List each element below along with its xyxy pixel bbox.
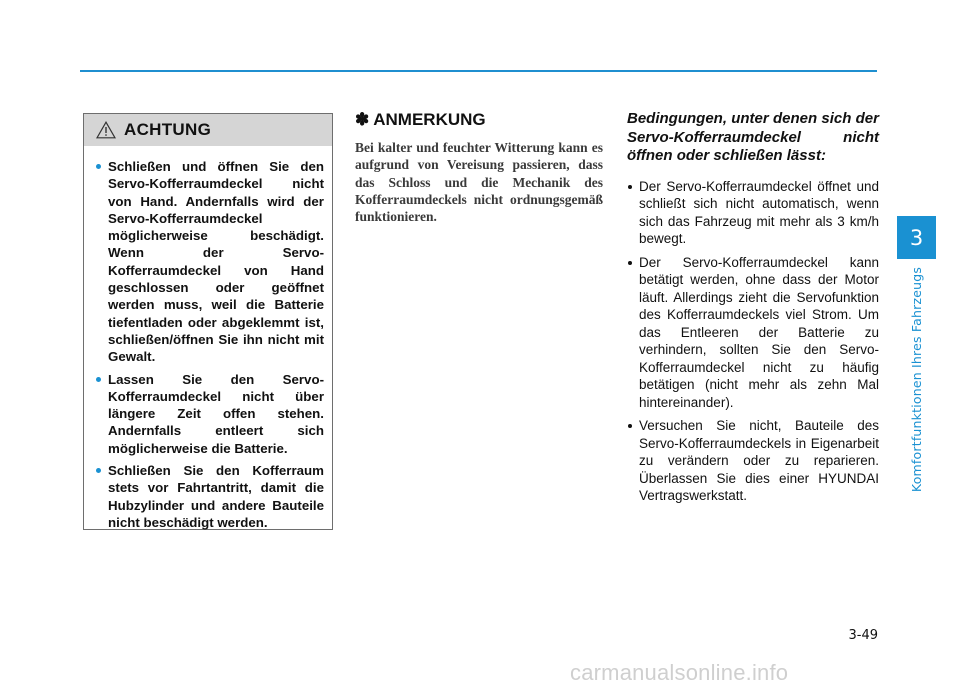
page-number: 3-49 <box>848 628 878 643</box>
condition-item-text: Versuchen Sie nicht, Bauteile des Servo-Kofferraumdeckels in Eigenarbeit zu verändern oder zu reparieren. Überlassen Sie dies einer HYUNDAI Vertragswerkstatt. <box>639 418 879 503</box>
caution-item-text: Lassen Sie den Servo-Kofferraumdeckel nicht über längere Zeit offen stehen. Andernfalls entleert sich möglicherweise die Batterie. <box>108 371 324 456</box>
chapter-tab[interactable] <box>897 216 936 259</box>
condition-item-text: Der Servo-Kofferraumdeckel kann betätigt werden, ohne dass der Motor läuft. Allerdings zieht die Servofunktion des Kofferraumdeckels viel Strom. Um das Entleeren der Batterie zu verhindern, sollten Sie den Servo-Kofferraumdeckel nicht zu häufig betätigen (nicht mehr als zehn Mal hintereinander). <box>639 254 879 410</box>
condition-item-text: Der Servo-Kofferraumdeckel öffnet und schließt sich nicht automatisch, wenn sich das Fahrzeug mit mehr als 3 km/h bewegt. <box>639 178 879 246</box>
conditions-list <box>627 178 879 505</box>
bullet-icon <box>628 424 632 428</box>
conditions-section <box>627 110 879 511</box>
caution-title: ACHTUNG <box>124 120 212 139</box>
caution-item-text: Schließen und öffnen Sie den Servo-Kofferraumdeckel nicht von Hand. Andernfalls wird der Servo-Kofferraumdeckel möglicherweise beschädigt. Wenn der Servo-Kofferraumdeckel von Hand geschlossen oder geöffnet werden muss, weil die Batterie tiefentladen oder abgeklemmt ist, schließen/öffnen Sie ihn nicht mit Gewalt. <box>108 159 324 365</box>
note-heading <box>355 110 603 130</box>
caution-item <box>96 462 324 531</box>
chapter-label <box>896 268 938 490</box>
bullet-icon <box>628 185 632 189</box>
condition-item <box>627 254 879 412</box>
note-body: Bei kalter und feuchter Witterung kann es aufgrund von Vereisung passieren, dass das Schloss und die Mechanik des Kofferraumdeckels nicht ordnungsgemäß funktionieren. <box>355 140 603 225</box>
bullet-icon <box>96 377 101 382</box>
warning-triangle-icon <box>96 121 116 139</box>
chapter-label-text: Komfortfunktionen Ihres Fahrzeugs <box>909 266 925 492</box>
conditions-title: Bedingungen, unter denen sich der Servo-Kofferraumdeckel nicht öffnen oder schließen lässt: <box>627 110 879 164</box>
caution-item-text: Schließen Sie den Kofferraum stets vor Fahrtantritt, damit die Hubzylinder und andere Bauteile nicht beschädigt werden. <box>108 463 324 530</box>
caution-box <box>83 113 333 530</box>
condition-item <box>627 178 879 248</box>
caution-list <box>84 146 332 531</box>
note-title: ANMERKUNG <box>373 110 486 129</box>
bullet-icon <box>628 261 632 265</box>
caution-item <box>96 371 324 457</box>
bullet-icon <box>96 468 101 473</box>
note-section <box>355 110 603 225</box>
caution-header <box>84 114 332 146</box>
asterisk-icon: ✽ <box>355 110 370 129</box>
caution-item <box>96 158 324 366</box>
top-rule <box>80 70 877 72</box>
watermark: carmanualsonline.info <box>570 660 789 685</box>
bullet-icon <box>96 164 101 169</box>
condition-item <box>627 417 879 505</box>
chapter-number: 3 <box>909 225 924 250</box>
